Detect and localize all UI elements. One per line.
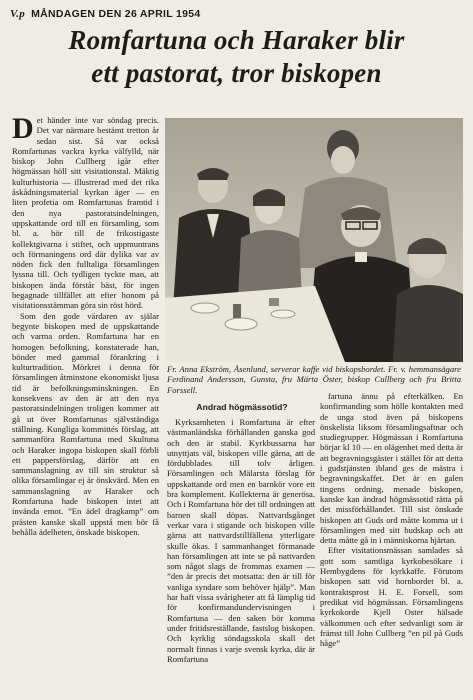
article-column-1	[12, 112, 159, 537]
headline	[8, 24, 465, 90]
article-column-2	[167, 417, 315, 664]
newspaper-logo: V.p	[10, 8, 26, 20]
col3-paragraph-2: Efter visitationsmässan samlades så gott som samtliga kyrkobesökare i Hembygdens för kyrkkaffe. Förutom biskopen satt vid hornbordet bl. a. kontraktsprost H. E. Forsell, som predikat vid högmässan. Församlingens kyrkokorde Kjell Oster hälsade välkommen och efter sedvanligt som är främst till John Cullberg ”en pil på Guds håge”	[320, 545, 463, 649]
photo-image	[165, 118, 463, 362]
dateline: MÅNDAGEN DEN 26 APRIL 1954	[31, 8, 201, 20]
subheading: Andrad högmässotid?	[196, 402, 288, 412]
article-column-3	[320, 391, 463, 648]
col1-paragraph-2: Som den gode värdaren av själar begynte biskopen med de uppskattande och varma orden. Romfartuna har en homogen befolkning, konstaterade han, bönder med gammal förankring i kulturtradition. Mörkret i denna för församlingen åtminstone ekonomiskt ljusa tid är befolkningsminskningen. En konsekvens av den är att den nya pastoratsindelningen troligen kommer att gå ut över Romfartunas självständiga ställning. Kungliga kommittés förslag, att sammanföra Romfartuna med Skultuna och Haraker ingopa biskopen skall förbli ett pappersförslag, därför att en sammanslagning av till sin struktur så olika församlingar ej är önskvärd. Men en sammanslagning av Haraker och Romfartuna hade biskopen intet att invända emot. ”En ädel dragkamp” om prästen kanske skall uppstå men bör få behålla ädelheten, önskade biskopen.	[12, 310, 159, 537]
headline-line-2: ett pastorat, tror biskopen	[91, 58, 382, 88]
photo-caption: Fr. Anna Ekström, Åsenlund, serverar kaffe vid biskopsbordet. Fr. v. hemmansägare Ferdinand Andersson, Gunsta, fru Märta Öster, biskop Cullberg och fru Britta Forssell.	[167, 364, 461, 395]
col2-paragraph-1: Kyrksamheten i Romfartuna är efter västmanländska förhållanden ganska god och den är stabil. Kyrkbussarna har utnyttjats väl, biskopen ville gärna, att de fördubblades till tolv årligen. Församlingen och Mälarsta förslag för uppskattande ord men en barnkör vore ett bra komplement. Kollekterna är generösa. Och i Romfartuna hör det till ordningen att barnen skall döpas. Nattvardsgånget verkar vara i stigande och biskopen ville gärna att nattvardstillfällena ytterligare skulle ökas. I sammanhanget förmanade han församlingen att inte se på nattvarden som något slags de frommas examen — ”den är precis det motsatta: den är till för vanliga syndare som behöver hjälp”. Man har haft vissa svårigheter att få lämplig tid för konfirmandundervisningen i Romfartuna — den saken bör komma under fritidsreställande, fastslog biskopen. Och kyrklig söndagsskola skall det normalt finnas i varje svensk kyrka, där är Romfartuna	[167, 417, 315, 664]
col1-paragraph-1: et händer inte var söndag precis. Det var närmare bestämt tretton år sedan sist. Så var också Romfartunas vackra kyrka välfylld, när biskop John Cullberg igår efter högmässan höll sitt visitationstal. Mäktig kulturhistoria — illustrerad med det rika åskådningsmaterial kyrkan äger — en liten profetia om Romfartunas framtid i den nya pastoratsindelningen, uppskattande ord till en församling, som bl. a. hör till de frikostigaste kollektgivarna i stiftet, och uppmuntrans och förmaningens ord där dylika var av nöden fick den fulltaliga församlingen lyssna till. Och tydligen tyckte man, att biskopen ända förstår bäst, för ingen begagnade tillfället att efter honom på visitationsstämman göra sin röst hörd.	[12, 115, 159, 311]
masthead	[10, 5, 460, 23]
headline-line-1: Romfartuna och Haraker blir	[68, 25, 405, 55]
drop-cap: D	[12, 112, 34, 145]
photo-coffee-table	[165, 118, 463, 362]
col3-paragraph-1: fartuna ännu på efterkälken. En konfirmanding som hölle kontakten med de unga stod även på biskopens önskelista liksom församlingsaftnar och studiegrupper. Högmässan i Romfartuna börjar kl 10 — en olägenhet med detta är att begravningsgäster i stället för att detta i gudstjänsten ibland ges de mästra i begravningskaffet. Det är en galen tingens ordning, menade biskopen, kanske kan ändrad högmässotid rätta på det missförhållandet. Till sist önskade biskopen att Guds ord måtte komma ut i församlingen med sitt budskap och att detta måtte gå in i människorna hjärtan.	[320, 391, 463, 546]
